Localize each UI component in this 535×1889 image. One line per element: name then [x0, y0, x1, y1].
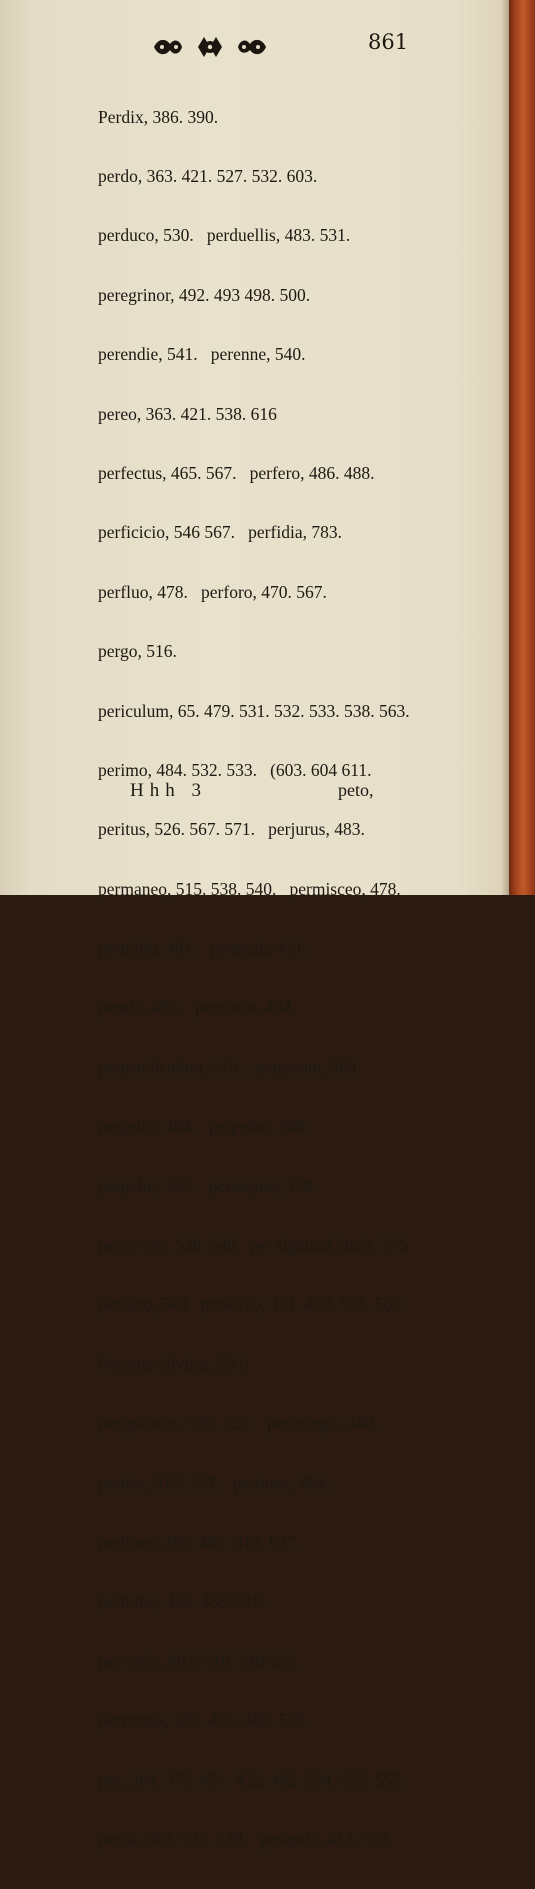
printer-ornament-icon: [150, 34, 270, 60]
index-line: pertica, 517. 557. pertinax, 484.: [98, 1472, 330, 1493]
index-line: perficicio, 546 567. perfidia, 783.: [98, 522, 342, 543]
index-line: perdo, 363. 421. 527. 532. 603.: [98, 165, 318, 186]
index-line: perturbo, 485. 488. 519.: [98, 1591, 267, 1612]
index-line: perversus, 483. 485. 488. 538.: [98, 1710, 310, 1731]
index-line: pereo, 363. 421. 538. 616: [98, 403, 277, 424]
index-line: Personæ divinæ, 591.: [98, 1353, 249, 1374]
index-line: permaneo, 515. 538. 540. permisceo, 478.: [98, 878, 401, 899]
index-line: periculum, 65. 479. 531. 532. 533. 538. 563.: [98, 700, 410, 721]
index-line: perfectus, 465. 567. perfero, 486. 488.: [98, 462, 375, 483]
index-line: pernix, 480. pernocto, 494.: [98, 997, 296, 1018]
index-line: perpendiculum, 515. perperam, 569.: [98, 1056, 361, 1077]
signature-mark: Hhh 3: [130, 780, 207, 801]
index-line: perfluo, 478. perforo, 470. 567.: [98, 581, 327, 602]
page-edge-red: [509, 0, 535, 895]
index-line: persevero, 538. 540. per signumCrucis, 575: [98, 1235, 409, 1256]
index-line: perpolio, 567. persequor, 528.: [98, 1175, 317, 1196]
index-line: pertineo, 285. 485. 519. 627.: [98, 1531, 300, 1552]
ornament-svg: [150, 34, 270, 60]
index-line: pes, 364. 373. 451. 452. 462. 534. 535. 555.: [98, 1769, 406, 1790]
index-line: pestis, 363. 535. 538. pesundo, 413. 532.: [98, 1828, 394, 1849]
index-line: persisto, 540 persolvo, 421. 422. 504. 567.: [98, 1294, 406, 1315]
index-line: perspicuum, 526. 527. perstringo, 440.: [98, 1413, 378, 1434]
catchword: peto,: [338, 780, 374, 800]
index-entries: [98, 68, 498, 1889]
gutter-shadow: [501, 0, 509, 895]
index-line: permitto, 481. permuto, 421.: [98, 938, 308, 959]
index-line: perpetro, 484. perpetuo, 540.: [98, 1116, 310, 1137]
index-line: perduco, 530. perduellis, 483. 531.: [98, 225, 351, 246]
index-line: perimo, 484. 532. 533. (603. 604 611.: [98, 759, 372, 780]
index-line: peritus, 526. 567. 571. perjurus, 483.: [98, 819, 365, 840]
index-line: pervenio, 493. 518. 546 551.: [98, 1650, 300, 1671]
index-line: pergo, 516.: [98, 641, 177, 662]
index-line: peregrinor, 492. 493 498. 500.: [98, 284, 311, 305]
page-number: 861: [368, 30, 409, 54]
index-line: perendie, 541. perenne, 540.: [98, 344, 306, 365]
index-line: Perdix, 386. 390.: [98, 106, 219, 127]
